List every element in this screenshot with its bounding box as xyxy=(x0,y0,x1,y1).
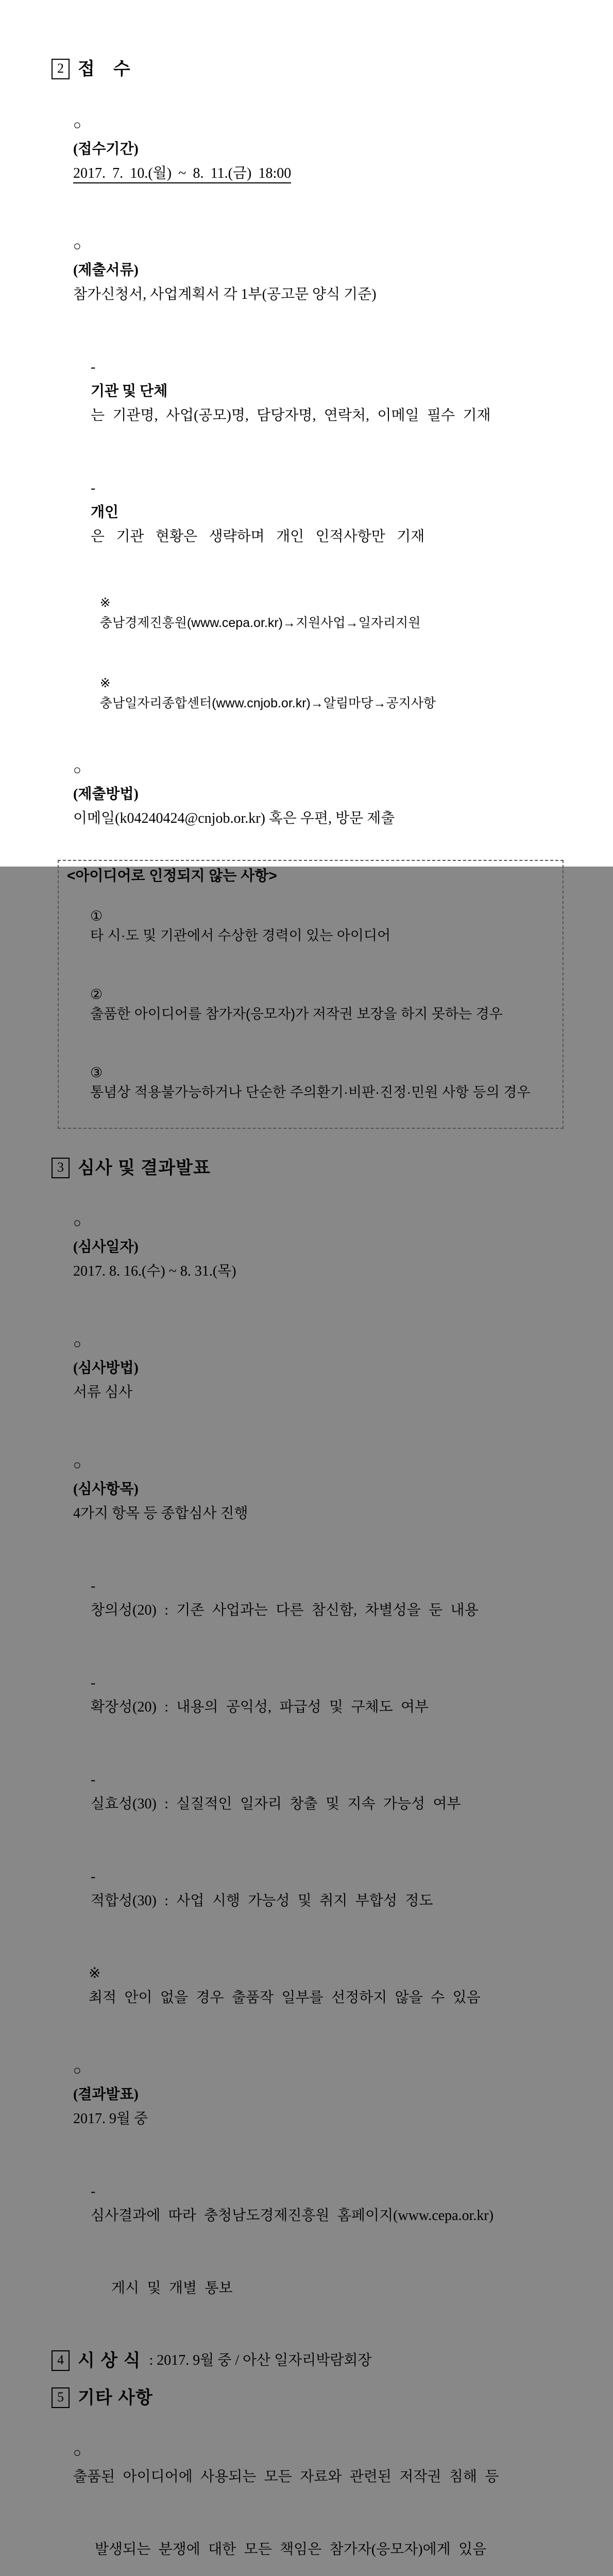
reception-person-text: 은 기관 현황은 생략하며 개인 인적사항만 기재 xyxy=(91,529,425,545)
review-date-label: (심사일자) xyxy=(73,1239,139,1255)
etc-item1-line2 xyxy=(52,2513,564,2576)
review-criteria-label: (심사항목) xyxy=(73,1481,139,1497)
reception-period-line xyxy=(52,89,564,210)
review-method-line xyxy=(52,1308,564,1429)
result-announce-value: 2017. 9월 중 xyxy=(73,2111,148,2127)
reception-note1-line xyxy=(52,573,564,653)
criterion-effectiveness-line xyxy=(52,1743,564,1840)
reference-mark-icon: ※ xyxy=(99,676,111,690)
dash-bullet-icon: - xyxy=(91,359,96,375)
circle-bullet-icon: ○ xyxy=(73,1458,81,1472)
result-announce-label: (결과발표) xyxy=(73,2087,139,2103)
reception-docs-line xyxy=(52,210,564,331)
criterion-creativity-line xyxy=(52,1550,564,1647)
section-etc-title: 기타 사항 xyxy=(78,2388,153,2408)
circled-1-icon: ① xyxy=(90,908,103,924)
result-detail-text1: 심사결과에 따라 충청남도경제진흥원 홈페이지(www.cepa.or.kr) xyxy=(91,2208,494,2224)
reception-method-label: (제출방법) xyxy=(73,786,139,802)
circle-bullet-icon: ○ xyxy=(73,1215,81,1230)
etc-item1-text2: 발생되는 분쟁에 대한 모든 책임은 참가자(응모자)에게 있음 xyxy=(95,2541,487,2557)
notice-box-item-2 xyxy=(67,965,553,1043)
circle-bullet-icon: ○ xyxy=(73,2063,81,2078)
circled-3-icon: ③ xyxy=(90,1065,103,1080)
criterion-effectiveness-text: 실효성(30) : 실질적인 일자리 창출 및 지속 가능성 여부 xyxy=(91,1796,461,1812)
reception-note2-line xyxy=(52,653,564,734)
dash-bullet-icon: - xyxy=(91,1675,96,1691)
reception-org-bold: 기관 및 단체 xyxy=(91,383,168,399)
dash-bullet-icon: - xyxy=(91,2183,96,2199)
notice-box-title: <아이디어로 인정되지 않는 사항> xyxy=(67,868,277,884)
section-etc-heading xyxy=(52,2385,564,2410)
result-announce-line xyxy=(52,2034,564,2155)
circle-bullet-icon: ○ xyxy=(73,239,81,253)
section-award-title: 시 상 식 xyxy=(78,2351,141,2370)
notice-box-item-3-text: 통념상 적용불가능하거나 단순한 주의환기·비판·진정·민원 사항 등의 경우 xyxy=(90,1084,531,1100)
section-reception-title: 접 수 xyxy=(78,59,131,79)
review-criteria-line xyxy=(52,1429,564,1550)
section-reception-number-box: 2 xyxy=(52,59,70,79)
reception-org-line xyxy=(52,331,564,452)
circle-bullet-icon: ○ xyxy=(73,117,81,132)
section-review-title: 심사 및 결과발표 xyxy=(78,1158,211,1178)
review-method-value: 서류 심사 xyxy=(73,1384,133,1400)
review-criteria-value: 4가지 항목 등 종합심사 진행 xyxy=(73,1505,248,1521)
result-detail-line1 xyxy=(52,2155,564,2252)
reception-person-bold: 개인 xyxy=(91,504,119,520)
reception-note2-text: 충남일자리종합센터(www.cnjob.or.kr)→알림마당→공지사항 xyxy=(99,696,436,710)
review-date-line xyxy=(52,1187,564,1308)
reception-period-value: 2017. 7. 10.(월) ~ 8. 11.(금) 18:00 xyxy=(73,165,291,183)
review-note-text: 최적 안이 없을 경우 출품작 일부를 선정하지 않을 수 있음 xyxy=(89,1990,481,2006)
section-award-heading xyxy=(52,2348,564,2373)
reception-note1-text: 충남경제진흥원(www.cepa.or.kr)→지원사업→일자리지원 xyxy=(99,616,421,630)
etc-item1-text1: 출품된 아이디어에 사용되는 모든 자료와 관련된 저작권 침해 등 xyxy=(73,2469,499,2485)
review-date-value: 2017. 8. 16.(수) ~ 8. 31.(목) xyxy=(73,1263,236,1279)
reception-person-line xyxy=(52,452,564,573)
notice-box-item-1-text: 타 시·도 및 기관에서 수상한 경력이 있는 아이디어 xyxy=(90,928,391,943)
circled-2-icon: ② xyxy=(90,987,103,1002)
criterion-suitability-text: 적합성(30) : 사업 시행 가능성 및 취지 부합성 정도 xyxy=(91,1893,433,1909)
circle-bullet-icon: ○ xyxy=(73,2445,81,2460)
dash-bullet-icon: - xyxy=(91,480,96,496)
excluded-ideas-notice-box xyxy=(58,860,564,1129)
review-note-line xyxy=(52,1937,564,2034)
dash-bullet-icon: - xyxy=(91,1772,96,1788)
reception-docs-label: (제출서류) xyxy=(73,262,139,278)
result-detail-text2: 게시 및 개별 통보 xyxy=(111,2280,233,2296)
notice-box-item-1 xyxy=(67,887,553,965)
review-method-label: (심사방법) xyxy=(73,1360,139,1376)
reference-mark-icon: ※ xyxy=(89,1965,101,1981)
reception-method-line xyxy=(52,734,564,855)
dash-bullet-icon: - xyxy=(91,1578,96,1594)
result-detail-line2 xyxy=(52,2252,564,2325)
criterion-expandability-text: 확장성(20) : 내용의 공익성, 파급성 및 구체도 여부 xyxy=(91,1699,429,1715)
section-award-number-box: 4 xyxy=(52,2350,70,2371)
notice-box-item-2-text: 출품한 아이디어를 참가자(응모자)가 저작권 보장을 하지 못하는 경우 xyxy=(90,1006,503,1022)
section-review-number-box: 3 xyxy=(52,1158,70,1178)
reference-mark-icon: ※ xyxy=(99,596,111,610)
section-award-detail: : 2017. 9월 중 / 아산 일자리박람회장 xyxy=(149,2352,372,2368)
reception-docs-value: 참가신청서, 사업계획서 각 1부(공고문 양식 기준) xyxy=(73,286,377,302)
etc-item1-line1 xyxy=(52,2416,564,2513)
reception-period-label: (접수기간) xyxy=(73,141,139,157)
criterion-expandability-line xyxy=(52,1647,564,1743)
section-review-heading xyxy=(52,1156,564,1180)
criterion-suitability-line xyxy=(52,1840,564,1937)
reception-method-value: 이메일(k04240424@cnjob.or.kr) 혹은 우편, 방문 제출 xyxy=(73,810,395,826)
section-reception-heading xyxy=(52,57,564,81)
circle-bullet-icon: ○ xyxy=(73,1336,81,1351)
notice-box-item-3 xyxy=(67,1043,553,1122)
reception-org-text: 는 기관명, 사업(공모)명, 담당자명, 연락처, 이메일 필수 기재 xyxy=(91,408,491,423)
criterion-creativity-text: 창의성(20) : 기존 사업과는 다른 참신함, 차별성을 둔 내용 xyxy=(91,1602,479,1618)
circle-bullet-icon: ○ xyxy=(73,762,81,777)
dash-bullet-icon: - xyxy=(91,1869,96,1885)
section-etc-number-box: 5 xyxy=(52,2387,70,2408)
